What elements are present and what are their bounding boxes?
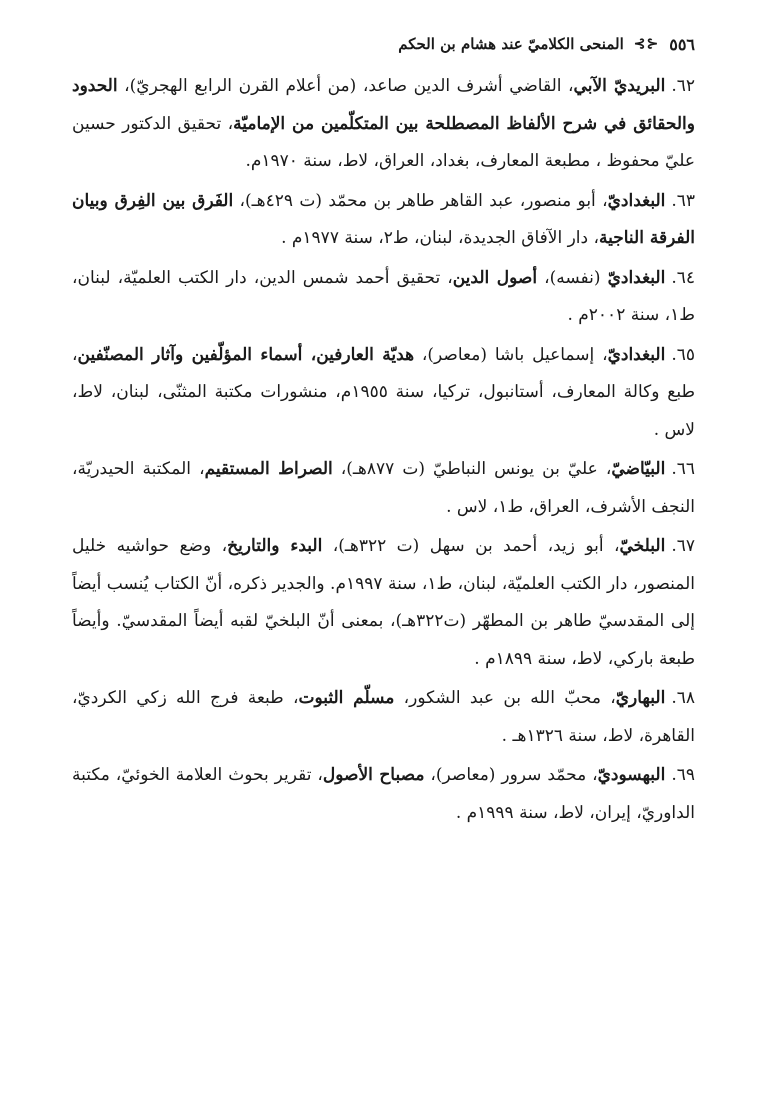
entry-publication: ، تحقيق الدكتور حسين عليّ محفوظ ، مطبعة المعارف، بغداد، العراق، لاط، سنة ١٩٧٠م. [72,113,695,171]
running-title: المنحى الكلاميّ عند هشام بن الحكم [398,35,624,53]
bibliography-entry [72,260,695,335]
entry-number: ٦٧. [671,536,695,556]
bibliography-entry [72,757,695,832]
entry-work-title: أصول الدين [452,267,538,288]
entry-number: ٦٢. [671,76,695,96]
entry-publication: ، تقرير بحوث العلامة الخوئيّ، مكتبة الداوريّ، إيران، لاط، سنة ١٩٩٩م . [72,765,695,823]
bibliography-entry [72,68,695,181]
entry-publication: ، طبعة فرج الله زكي الكرديّ، القاهرة، لاط، سنة ١٣٢٦هـ . [72,688,695,746]
entry-author: البغداديّ [607,267,666,288]
entry-author: البلخيّ [619,536,666,556]
entry-number: ٦٣. [671,190,696,211]
entry-publication: ، تحقيق أحمد شمس الدين، دار الكتب العلميّة، لبنان، ط١، سنة ٢٠٠٢م . [72,267,695,325]
entry-number: ٦٤. [671,267,695,288]
entry-text: ، محبّ الله بن عبد الشكور، [394,688,616,708]
bibliography-entry [72,451,695,526]
entry-author: البريديّ الآبي [573,76,666,96]
entry-publication: ، وضع حواشيه خليل المنصور، دار الكتب العلميّة، لبنان، ط١، سنة ١٩٩٧م. والجدير ذكره، أنّ الكتاب يُنسب أيضاً إلى المقدسيّ طاهر بن المطهّر (ت٣٢٢هـ)، بمعنى أنّ البلخيّ لقبه أيضاً المقدسيّ. وأيضاً طبعة باركي، لاط، سنة ١٨٩٩م . [72,536,695,669]
entry-work-title: مسلّم الثبوت [298,688,395,708]
bibliography-entry [72,528,695,678]
entry-text: ، أبو منصور، عبد القاهر طاهر بن محمّد (ت ٤٢٩هـ)، [233,190,608,211]
bibliography-entry [72,337,695,450]
entry-publication: ، المكتبة الحيدريّة، النجف الأشرف، العراق، ط١، لاس . [72,459,695,517]
bibliography-list [72,68,695,832]
entry-number: ٦٦. [671,459,695,479]
entry-author: البهاريّ [615,688,666,708]
entry-author: البهسوديّ [597,765,666,785]
entry-work-title: هديّة العارفين، أسماء المؤلّفين وآثار المصنّفين [77,344,415,365]
entry-author: البيّاضيّ [611,459,666,479]
entry-text: ، محمّد سرور (معاصر)، [424,765,598,785]
entry-work-title: الحدود والحقائق في شرح الألفاظ المصطلحة بين المتكلّمين من الإماميّة [72,76,695,134]
bibliography-entry [72,680,695,755]
entry-text: ، أبو زيد، أحمد بن سهل (ت ٣٢٢هـ)، [322,536,620,556]
entry-number: ٦٨. [671,688,695,708]
header-ornament-icon: ⊰⊱ [633,36,660,52]
running-header [72,30,695,58]
entry-work-title: الصراط المستقيم [204,459,333,479]
entry-text: ، عليّ بن يونس النباطيّ (ت ٨٧٧هـ)، [332,459,612,479]
entry-work-title: البدء والتاريخ [227,536,323,556]
entry-work-title: مصباح الأصول [322,765,425,785]
entry-author: البغداديّ [607,190,666,211]
entry-work-title: الفَرق بين الفِرق وبيان الفرقة الناجية [72,190,695,248]
entry-text: ، إسماعيل باشا (معاصر)، [414,344,608,365]
entry-text: (نفسه)، [537,267,608,288]
entry-publication: ، طبع وكالة المعارف، أستانبول، تركيا، سنة ١٩٥٥م، منشورات مكتبة المثنّى، لبنان، لاط، لاس . [72,344,695,440]
entry-text: ، القاضي أشرف الدين صاعد، (من أعلام القرن الرابع الهجريّ)، [117,76,574,96]
entry-publication: ، دار الآفاق الجديدة، لبنان، ط٢، سنة ١٩٧٧م . [281,228,599,248]
page-number: ٥٥٦ [669,34,695,54]
bibliography-entry [72,183,695,258]
entry-author: البغداديّ [607,344,666,365]
entry-number: ٦٩. [671,765,695,785]
entry-number: ٦٥. [671,344,695,365]
